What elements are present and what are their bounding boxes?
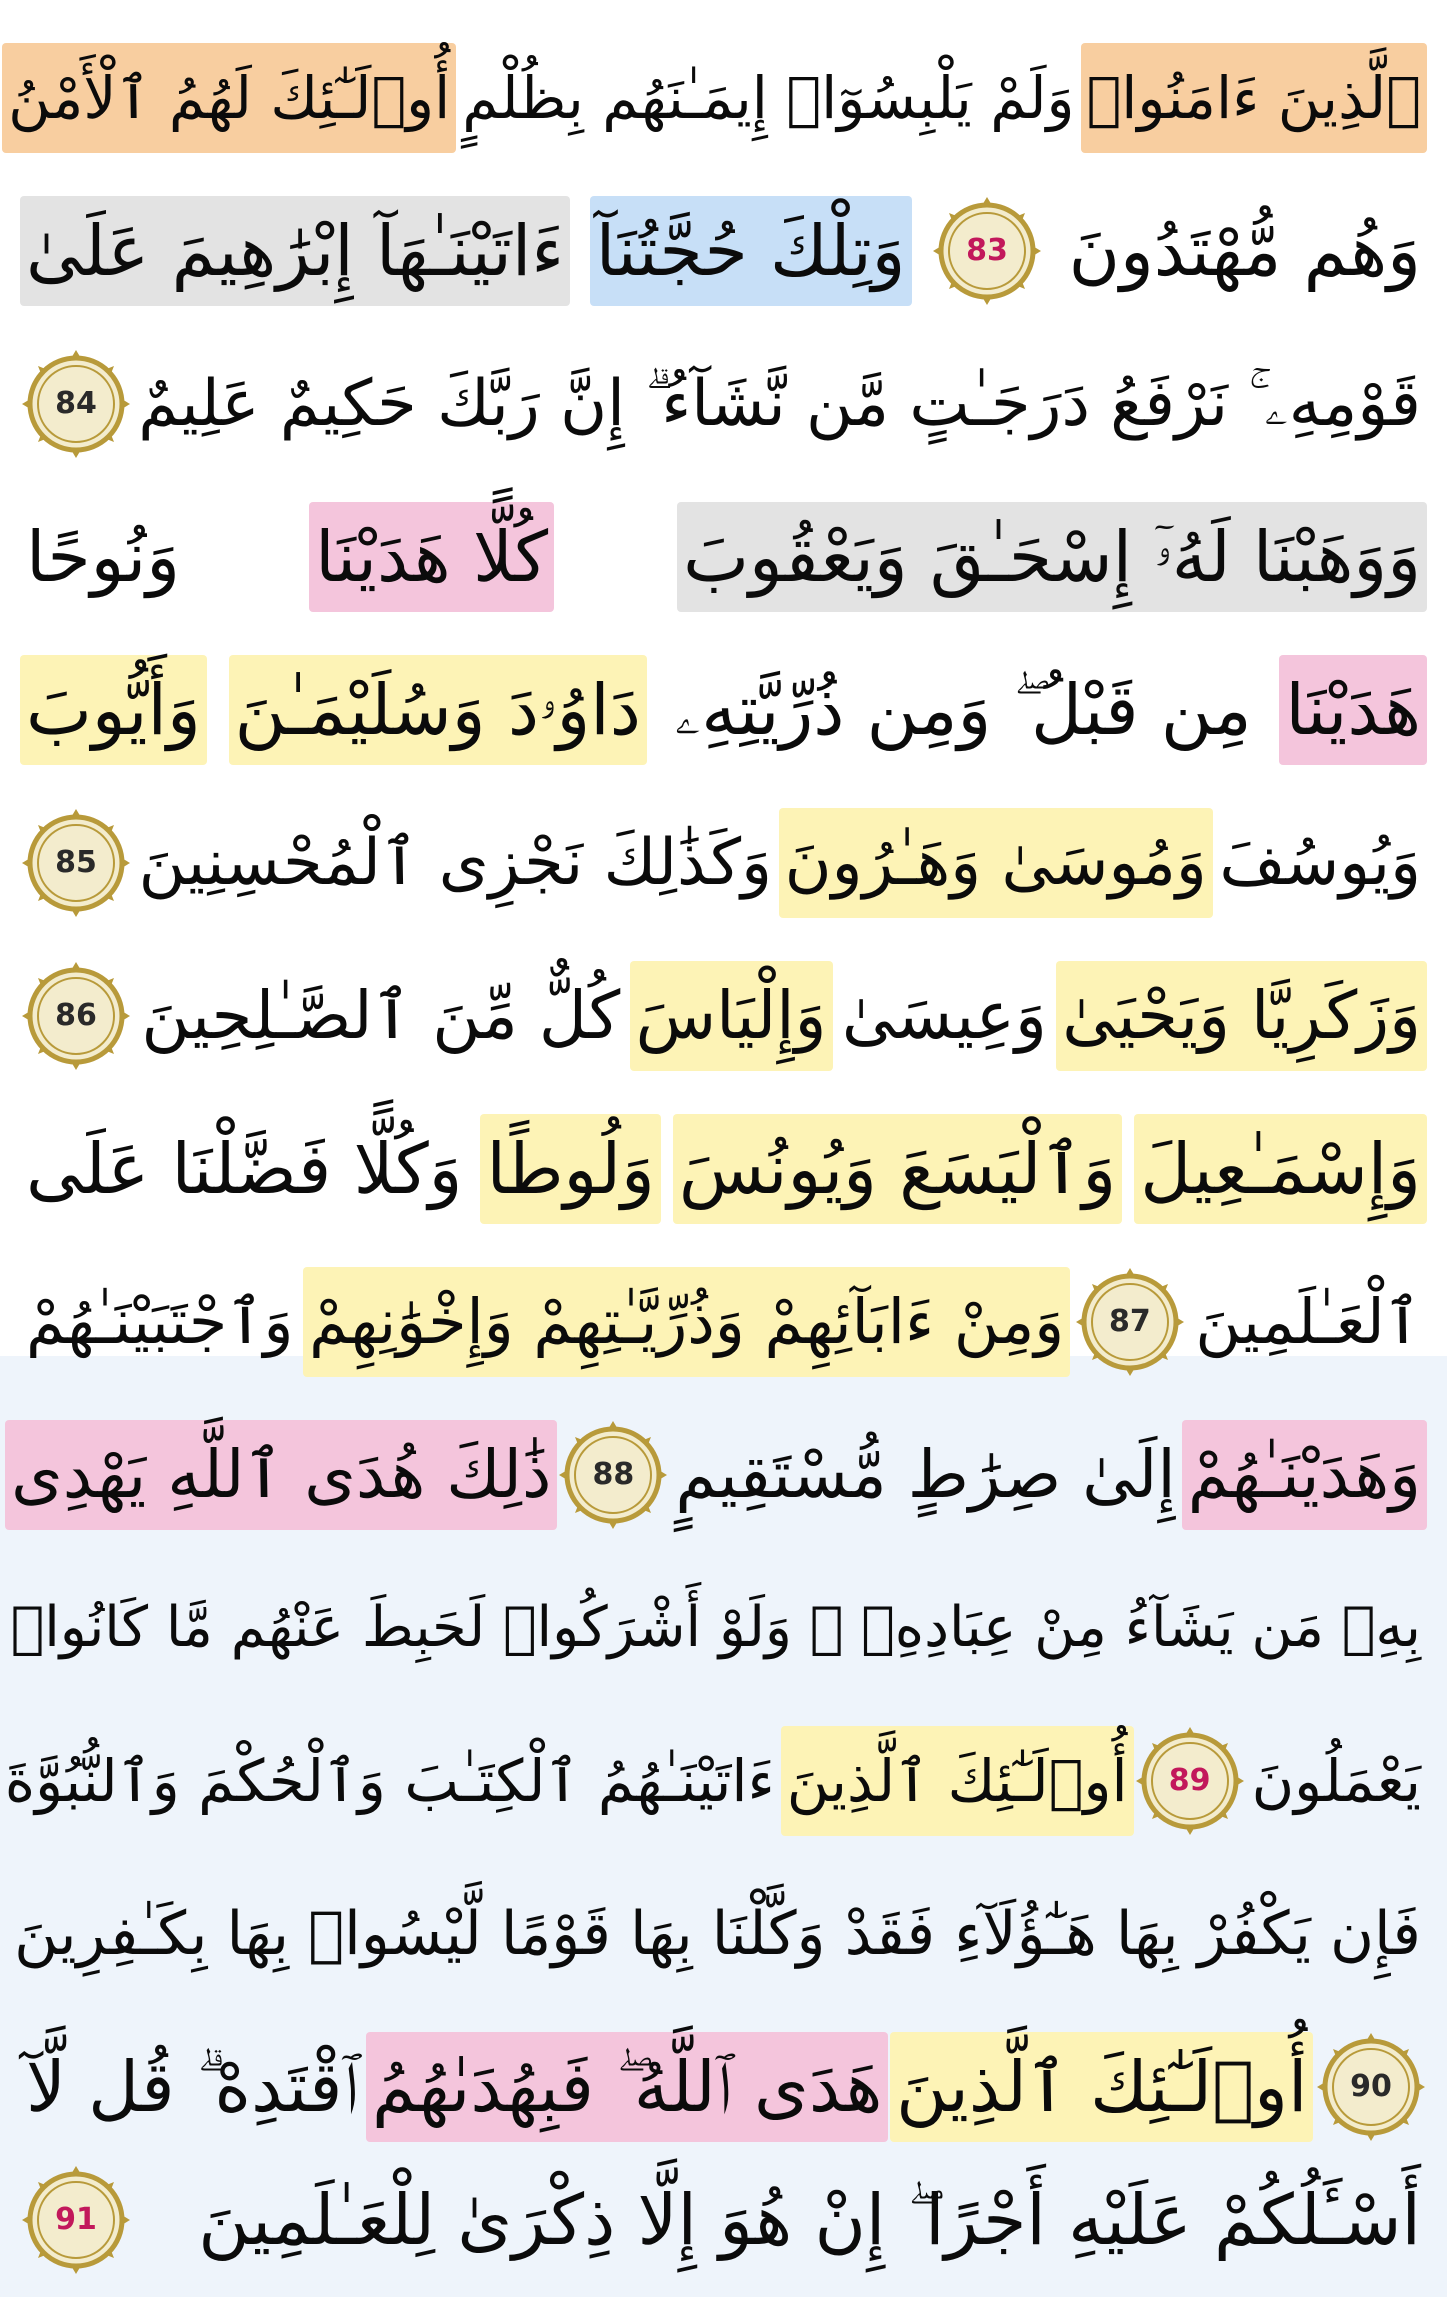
ayah-number-medallion <box>20 2164 132 2276</box>
highlighted-phrase: وَمُوسَىٰ وَهَـٰرُونَ <box>779 808 1213 918</box>
text-line-10 <box>0 1400 1447 1550</box>
ayah-number-medallion <box>20 807 132 919</box>
text-line-1 <box>0 23 1447 173</box>
ayah-number-medallion <box>1134 1725 1246 1837</box>
highlighted-phrase: وَهَدَيْنَـٰهُمْ <box>1182 1420 1427 1530</box>
verse-text: وَلَمْ يَلْبِسُوٓا۟ إِيمَـٰنَهُم بِظُلْمٍ <box>462 64 1075 132</box>
highlighted-phrase: أُو۟لَـٰٓئِكَ ٱلَّذِينَ <box>781 1726 1134 1836</box>
highlighted-phrase: وَمِنْ ءَابَآئِهِمْ وَذُرِّيَّـٰتِهِمْ وَإِخْوَٰنِهِمْ <box>303 1267 1070 1377</box>
highlighted-phrase: وَتِلْكَ حُجَّتُنَآ <box>590 196 912 306</box>
highlighted-phrase: وَأَيُّوبَ <box>20 655 207 765</box>
ayah-number: 90 <box>1350 2069 1392 2104</box>
verse-text: كُلٌّ مِّنَ ٱلصَّـٰلِحِينَ <box>141 977 621 1054</box>
highlighted-phrase: كُلًّا هَدَيْنَا <box>309 502 554 612</box>
text-line-8 <box>0 1094 1447 1244</box>
verse-text: أَسْـَٔلُكُمْ عَلَيْهِ أَجْرًا ۖ إِنْ هُوَ إِلَّا ذِكْرَىٰ لِلْعَـٰلَمِينَ <box>198 2179 1421 2261</box>
highlighted-phrase: هَدَيْنَا <box>1279 655 1427 765</box>
verse-text: إِلَىٰ صِرَٰطٍ مُّسْتَقِيمٍ <box>675 1436 1176 1513</box>
verse-text: وَيُوسُفَ <box>1219 826 1421 900</box>
ayah-number-medallion <box>931 195 1043 307</box>
highlighted-phrase: وَوَهَبْنَا لَهُۥٓ إِسْحَـٰقَ وَيَعْقُوبَ <box>677 502 1427 612</box>
text-line-3 <box>0 329 1447 479</box>
highlighted-phrase: ءَاتَيْنَـٰهَآ إِبْرَٰهِيمَ عَلَىٰ <box>20 196 570 306</box>
text-line-5 <box>0 635 1447 785</box>
ayah-number: 86 <box>55 998 97 1033</box>
verse-text: فَإِن يَكْفُرْ بِهَا هَـٰٓؤُلَآءِ فَقَدْ وَكَّلْنَا بِهَا قَوْمًا لَّيْسُوا۟ بِهَا بِكَـٰفِرِينَ <box>14 1899 1421 1969</box>
text-line-13 <box>0 1859 1447 2009</box>
text-line-12 <box>0 1706 1447 1856</box>
verse-text: يَعْمَلُونَ <box>1251 1747 1421 1815</box>
text-line-7 <box>0 941 1447 1091</box>
verse-text: قَوْمِهِۦ ۚ نَرْفَعُ دَرَجَـٰتٍ مَّن نَّشَآءُ ۗ إِنَّ رَبَّكَ حَكِيمٌ عَلِيمٌ <box>138 367 1421 441</box>
text-line-11 <box>0 1553 1447 1703</box>
highlighted-phrase: وَلُوطًا <box>480 1114 660 1224</box>
highlighted-phrase: ذَٰلِكَ هُدَى ٱللَّهِ يَهْدِى <box>5 1420 557 1530</box>
verse-text: ءَاتَيْنَـٰهُمُ ٱلْكِتَـٰبَ وَٱلْحُكْمَ وَٱلنُّبُوَّةَ <box>4 1747 775 1815</box>
ayah-number-medallion <box>20 348 132 460</box>
ayah-number-medallion <box>557 1419 669 1531</box>
highlighted-phrase: وَٱلْيَسَعَ وَيُونُسَ <box>673 1114 1122 1224</box>
ayah-number: 87 <box>1108 1304 1151 1339</box>
verse-text: وَنُوحًا <box>26 516 181 598</box>
verse-text: بِهِۦ مَن يَشَآءُ مِنْ عِبَادِهِۦ ۚ وَلَوْ أَشْرَكُوا۟ لَحَبِطَ عَنْهُم مَّا كَانُوا۟ <box>10 1595 1421 1660</box>
ayah-number: 85 <box>55 845 97 880</box>
text-line-14 <box>0 2012 1447 2162</box>
verse-text: وَكُلًّا فَضَّلْنَا عَلَى <box>26 1128 463 1210</box>
ayah-number-medallion <box>20 960 132 1072</box>
highlighted-phrase: ٱلَّذِينَ ءَامَنُوا۟ <box>1081 43 1428 153</box>
text-line-9 <box>0 1247 1447 1397</box>
highlighted-phrase: أُو۟لَـٰٓئِكَ ٱلَّذِينَ <box>890 2032 1313 2142</box>
ayah-number-medallion <box>1315 2031 1427 2143</box>
highlighted-phrase: وَزَكَرِيَّا وَيَحْيَىٰ <box>1056 961 1427 1071</box>
verse-text: ٱقْتَدِهْ ۗ قُل لَّآ <box>26 2046 359 2128</box>
highlighted-phrase: وَإِلْيَاسَ <box>630 961 833 1071</box>
ayah-number: 89 <box>1168 1763 1211 1798</box>
verse-text: وَٱجْتَبَيْنَـٰهُمْ <box>26 1285 294 1358</box>
text-line-6 <box>0 788 1447 938</box>
text-line-4 <box>0 482 1447 632</box>
ayah-number: 91 <box>55 2202 97 2237</box>
ayah-number: 88 <box>592 1457 635 1492</box>
highlighted-phrase: أُو۟لَـٰٓئِكَ لَهُمُ ٱلْأَمْنُ <box>2 43 456 153</box>
highlighted-phrase: وَإِسْمَـٰعِيلَ <box>1134 1114 1427 1224</box>
ayah-number-medallion <box>1074 1266 1186 1378</box>
verse-text: وَعِيسَىٰ <box>841 977 1047 1054</box>
text-line-15 <box>0 2145 1447 2295</box>
text-line-2 <box>0 176 1447 326</box>
ayah-number: 84 <box>55 386 97 421</box>
highlighted-phrase: هَدَى ٱللَّهُ ۖ فَبِهُدَىٰهُمُ <box>366 2032 888 2142</box>
verse-text: مِن قَبْلُ ۖ وَمِن ذُرِّيَّتِهِۦ <box>674 669 1252 751</box>
verse-text: وَهُم مُّهْتَدُونَ <box>1068 210 1421 292</box>
verse-text: ٱلْعَـٰلَمِينَ <box>1195 1285 1421 1358</box>
highlighted-phrase: دَاوُۥدَ وَسُلَيْمَـٰنَ <box>229 655 647 765</box>
verse-text: وَكَذَٰلِكَ نَجْزِى ٱلْمُحْسِنِينَ <box>138 826 772 900</box>
ayah-number: 83 <box>966 233 1008 268</box>
